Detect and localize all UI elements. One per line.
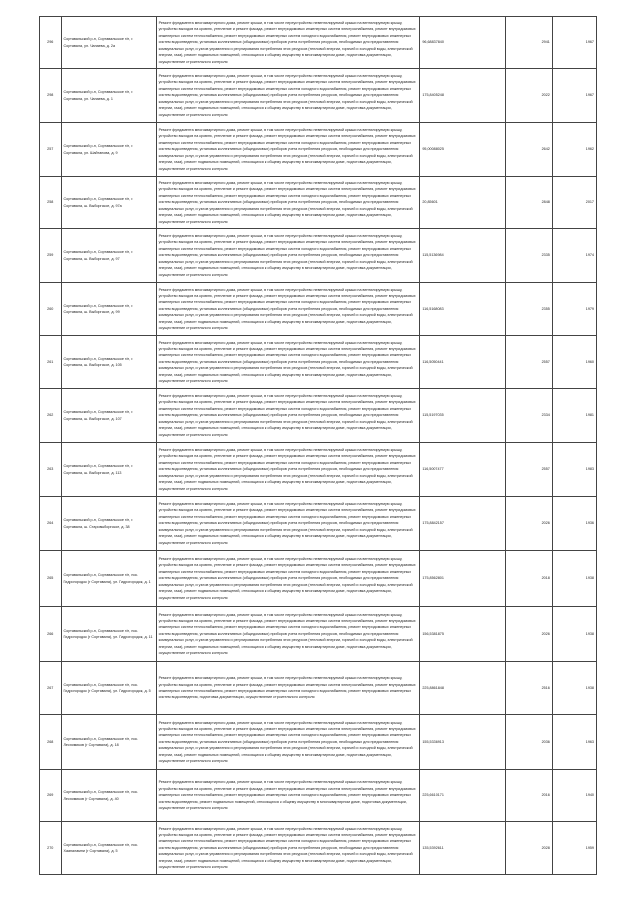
row-works-description: Ремонт фундамента многоквартирного дома, ремонт крыши, в том числе переустройство невентилируемой крыши на вентилируемую крышу, устройство выходов на кровлю, утепление и ремонт фасада, ремонт внутридомовых инженерных систем электроснабжения, ремонт внутридомовых инженерных систем теплоснабжения, ремонт внутридомовых инженерных систем холодного водоснабжения, ремонт внутридомовых инженерных систем водоотведения, установка коллективных (общедомовых) приборов учета потребления ресурсов, необходимых для предоставления коммунальных услуг, и узлов управления и регулирования потребления этих ресурсов (тепловой энергии, горячей и холодной воды, электрической энергии, газа), ремонт подвальных помещений, относящихся к общему имуществу в многоквартирном доме, подготовка документации, осуществление строительного контроля xyxy=(156,177,420,229)
row-year: 1960 xyxy=(552,336,596,389)
row-address: Сортавальский р-н, Сортавальское г/п, г. Сортавала, ул. Шайтанова, д. 9 xyxy=(61,123,156,177)
row-number: 269 xyxy=(40,770,62,822)
table-row xyxy=(40,662,597,715)
row-year: 1967 xyxy=(552,69,596,123)
row-year: 1974 xyxy=(552,229,596,283)
row-number: 296 xyxy=(40,17,62,69)
row-year: 1938 xyxy=(552,551,596,607)
row-cost-value: 116,5007477 xyxy=(420,443,506,497)
row-works-description: Ремонт фундамента многоквартирного дома, ремонт крыши, в том числе переустройство невентилируемой крыши на вентилируемую крышу, устройство выходов на кровлю, утепление и ремонт фасада, ремонт внутридомовых инженерных систем электроснабжения, ремонт внутридомовых инженерных систем теплоснабжения, ремонт внутридомовых инженерных систем холодного водоснабжения, ремонт внутридомовых инженерных систем водоотведения, установка коллективных (общедомовых) приборов учета потребления ресурсов, необходимых для предоставления коммунальных услуг, и узлов управления и регулирования потребления этих ресурсов (тепловой энергии, горячей и холодной воды, электрической энергии, газа), ремонт подвальных помещений, относящихся к общему имуществу в многоквартирном доме, подготовка документации, осуществление строительного контроля xyxy=(156,497,420,551)
row-works-description: Ремонт фундамента многоквартирного дома, ремонт крыши, в том числе переустройство невентилируемой крыши на вентилируемую крышу, устройство выходов на кровлю, утепление и ремонт фасада, ремонт внутридомовых инженерных систем электроснабжения, ремонт внутридомовых инженерных систем теплоснабжения, ремонт внутридомовых инженерных систем холодного водоснабжения, ремонт внутридомовых инженерных систем водоотведения, установка коллективных (общедомовых) приборов учета потребления ресурсов, необходимых для предоставления коммунальных услуг, и узлов управления и регулирования потребления этих ресурсов (тепловой энергии, горячей и холодной воды, электрической энергии, газа), ремонт подвальных помещений, относящихся к общему имуществу в многоквартирном доме, подготовка документации, осуществление строительного контроля xyxy=(156,69,420,123)
row-area: 2026 xyxy=(506,497,552,551)
table-row xyxy=(40,822,597,875)
table-row xyxy=(40,69,597,123)
row-area: 2016 xyxy=(506,770,552,822)
row-address: Сортавальский р-н, Сортавальское г/п, пос. Хаапалампи (г Сортавала), д. 5 xyxy=(61,822,156,875)
row-cost-value: 175,8562801 xyxy=(420,551,506,607)
table-row xyxy=(40,443,597,497)
row-address: Сортавальский р-н, Сортавальское г/п, пос. Гидрогородок (г Сортавала), ул. Гидрогородок, д. 5 xyxy=(61,662,156,715)
row-address: Сортавальский р-н, Сортавальское г/п, г. Сортавала, ш. Выборгское, д. 105 xyxy=(61,336,156,389)
row-cost-value: 95,00088025 xyxy=(420,123,506,177)
row-cost-value: 115,5197035 xyxy=(420,389,506,443)
row-number: 266 xyxy=(40,607,62,662)
row-address: Сортавальский р-н, Сортавальское г/п, г. Сортавала, ш. Выборгское, д. 97а xyxy=(61,177,156,229)
row-number: 264 xyxy=(40,497,62,551)
row-number: 262 xyxy=(40,389,62,443)
table-row xyxy=(40,123,597,177)
row-cost-value: 175,8842157 xyxy=(420,497,506,551)
row-address: Сортавальский р-н, Сортавальское г/п, г. Сортавала, ш. Выборгское, д. 99 xyxy=(61,283,156,336)
row-year: 1967 xyxy=(552,17,596,69)
row-address: Сортавальский р-н, Сортавальское г/п, пос. Лесхимиков (г Сортавала), д. 18 xyxy=(61,715,156,770)
row-area: 2334 xyxy=(506,389,552,443)
row-area: 2557 xyxy=(506,443,552,497)
row-year: 1940 xyxy=(552,770,596,822)
row-area: 2036 xyxy=(506,715,552,770)
row-area: 2355 xyxy=(506,283,552,336)
row-number: 259 xyxy=(40,229,62,283)
row-cost-value: 225,6610171 xyxy=(420,770,506,822)
row-works-description: Ремонт фундамента многоквартирного дома, ремонт крыши, в том числе переустройство невентилируемой крыши на вентилируемую крышу, устройство выходов на кровлю, утепление и ремонт фасада, ремонт внутридомовых инженерных систем электроснабжения, ремонт внутридомовых инженерных систем теплоснабжения, ремонт внутридомовых инженерных систем холодного водоснабжения, ремонт внутридомовых инженерных систем водоотведения, установка коллективных (общедомовых) приборов учета потребления ресурсов, необходимых для предоставления коммунальных услуг, и узлов управления и регулирования потребления этих ресурсов (тепловой энергии, горячей и холодной воды, электрической энергии, газа), ремонт подвальных помещений, относящихся к общему имуществу в многоквартирном доме, подготовка документации, осуществление строительного контроля xyxy=(156,607,420,662)
row-cost-value: 115,5136984 xyxy=(420,229,506,283)
table-row xyxy=(40,607,597,662)
row-year: 1981 xyxy=(552,389,596,443)
table-row xyxy=(40,715,597,770)
row-address: Сортавальский р-н, Сортавальское г/п, г. Сортавала, ш. Выборгское, д. 107 xyxy=(61,389,156,443)
row-number: 268 xyxy=(40,715,62,770)
row-works-description: Ремонт фундамента многоквартирного дома, ремонт крыши, в том числе переустройство невентилируемой крыши на вентилируемую крышу, устройство выходов на кровлю, утепление и ремонт фасада, ремонт внутридомовых инженерных систем электроснабжения, ремонт внутридомовых инженерных систем теплоснабжения, ремонт внутридомовых инженерных систем холодного водоснабжения, ремонт внутридомовых инженерных систем водоотведения, установка коллективных (общедомовых) приборов учета потребления ресурсов, необходимых для предоставления коммунальных услуг, и узлов управления и регулирования потребления этих ресурсов (тепловой энергии, горячей и холодной воды, электрической энергии, газа), ремонт подвальных помещений, относящихся к общему имуществу в многоквартирном доме, подготовка документации, осуществление строительного контроля xyxy=(156,551,420,607)
row-number: 261 xyxy=(40,336,62,389)
row-year: 1979 xyxy=(552,283,596,336)
row-year: 1938 xyxy=(552,607,596,662)
row-works-description: Ремонт фундамента многоквартирного дома, ремонт крыши, в том числе переустройство невентилируемой крыши на вентилируемую крышу, устройство выходов на кровлю, утепление и ремонт фасада, ремонт внутридомовых инженерных систем электроснабжения, ремонт внутридомовых инженерных систем теплоснабжения, ремонт внутридомовых инженерных систем холодного водоснабжения, ремонт внутридомовых инженерных систем водоотведения, установка коллективных (общедомовых) приборов учета потребления ресурсов, необходимых для предоставления коммунальных услуг, и узлов управления и регулирования потребления этих ресурсов (тепловой энергии, горячей и холодной воды, электрической энергии, газа), ремонт подвальных помещений, относящихся к общему имуществу в многоквартирном доме, подготовка документации, осуществление строительного контроля xyxy=(156,17,420,69)
row-address: Сортавальский р-н, Сортавальское г/п, пос. Гидрогородок (г Сортавала), ул. Гидрогородок, д. 11 xyxy=(61,607,156,662)
row-address: Сортавальский р-н, Сортавальское г/п, пос. Лесхимиков (г Сортавала), д. 40 xyxy=(61,770,156,822)
row-works-description: Ремонт фундамента многоквартирного дома, ремонт крыши, в том числе переустройство невентилируемой крыши на вентилируемую крышу, устройство выходов на кровлю, утепление и ремонт фасада, ремонт внутридомовых инженерных систем электроснабжения, ремонт внутридомовых инженерных систем теплоснабжения, ремонт внутридомовых инженерных систем холодного водоснабжения, ремонт внутридомовых инженерных систем водоотведения, установка коллективных (общедомовых) приборов учета потребления ресурсов, необходимых для предоставления коммунальных услуг, и узлов управления и регулирования потребления этих ресурсов (тепловой энергии, горячей и холодной воды, электрической энергии, газа), ремонт подвальных помещений, относящихся к общему имуществу в многоквартирном доме, подготовка документации, осуществление строительного контроля xyxy=(156,443,420,497)
row-works-description: Ремонт фундамента многоквартирного дома, ремонт крыши, в том числе переустройство невентилируемой крыши на вентилируемую крышу, устройство выходов на кровлю, утепление и ремонт фасада, ремонт внутридомовых инженерных систем электроснабжения, ремонт внутридомовых инженерных систем теплоснабжения, ремонт внутридомовых инженерных систем холодного водоснабжения, ремонт внутридомовых инженерных систем водоотведения, установка коллективных (общедомовых) приборов учета потребления ресурсов, необходимых для предоставления коммунальных услуг, и узлов управления и регулирования потребления этих ресурсов (тепловой энергии, горячей и холодной воды, электрической энергии, газа), ремонт подвальных помещений, относящихся к общему имуществу в многоквартирном доме, подготовка документации, осуществление строительного контроля xyxy=(156,822,420,875)
row-number: 257 xyxy=(40,123,62,177)
row-year: 1936 xyxy=(552,497,596,551)
row-cost-value: 155,5336913 xyxy=(420,715,506,770)
row-address: Сортавальский р-н, Сортавальское г/п, г. Сортавала, ул. Чапаева, д. 2а xyxy=(61,17,156,69)
row-number: 270 xyxy=(40,822,62,875)
row-number: 263 xyxy=(40,443,62,497)
row-cost-value: 225,8861848 xyxy=(420,662,506,715)
row-area: 2516 xyxy=(506,662,552,715)
row-area: 2028 xyxy=(506,822,552,875)
row-cost-value: 156,5381875 xyxy=(420,607,506,662)
row-works-description: Ремонт фундамента многоквартирного дома, ремонт крыши, в том числе переустройство невентилируемой крыши на вентилируемую крышу, устройство выходов на кровлю, утепление и ремонт фасада, ремонт внутридомовых инженерных систем электроснабжения, ремонт внутридомовых инженерных систем теплоснабжения, ремонт внутридомовых инженерных систем холодного водоснабжения, ремонт внутридомовых инженерных систем водоотведения, установка коллективных (общедомовых) приборов учета потребления ресурсов, необходимых для предоставления коммунальных услуг, и узлов управления и регулирования потребления этих ресурсов (тепловой энергии, горячей и холодной воды, электрической энергии, газа), ремонт подвальных помещений, относящихся к общему имуществу в многоквартирном доме, подготовка документации, осуществление строительного контроля xyxy=(156,229,420,283)
table-row xyxy=(40,389,597,443)
row-year: 1962 xyxy=(552,123,596,177)
row-number: 265 xyxy=(40,551,62,607)
row-area: 2848 xyxy=(506,177,552,229)
row-area: 2026 xyxy=(506,607,552,662)
row-area: 2335 xyxy=(506,229,552,283)
row-cost-value: 116,5050441 xyxy=(420,336,506,389)
row-area: 2557 xyxy=(506,336,552,389)
row-address: Сортавальский р-н, Сортавальское г/п, пос. Гидрогородок (г Сортавала), ул. Гидрогородок, д. 1 xyxy=(61,551,156,607)
row-address: Сортавальский р-н, Сортавальское г/п, г. Сортавала, ул. Чапаева, д. 1 xyxy=(61,69,156,123)
table-row xyxy=(40,770,597,822)
row-area: 2018 xyxy=(506,551,552,607)
row-works-description: Ремонт фундамента многоквартирного дома, ремонт крыши, в том числе переустройство невентилируемой крыши на вентилируемую крышу, устройство выходов на кровлю, утепление и ремонт фасада, ремонт внутридомовых инженерных систем электроснабжения, ремонт внутридомовых инженерных систем теплоснабжения, ремонт внутридомовых инженерных систем холодного водоснабжения, ремонт внутридомовых инженерных систем водоотведения, установка коллективных (общедомовых) приборов учета потребления ресурсов, необходимых для предоставления коммунальных услуг, и узлов управления и регулирования потребления этих ресурсов (тепловой энергии, горячей и холодной воды, электрической энергии, газа), ремонт подвальных помещений, относящихся к общему имуществу в многоквартирном доме, подготовка документации, осуществление строительного контроля xyxy=(156,389,420,443)
row-area: 2941 xyxy=(506,17,552,69)
row-address: Сортавальский р-н, Сортавальское г/п, г. Сортавала, ш. Выборгское, д. 97 xyxy=(61,229,156,283)
row-works-description: Ремонт фундамента многоквартирного дома, ремонт крыши, в том числе переустройство невентилируемой крыши на вентилируемую крышу, устройство выходов на кровлю, утепление и ремонт фасада, ремонт внутридомовых инженерных систем электроснабжения, ремонт внутридомовых инженерных систем теплоснабжения, ремонт внутридомовых инженерных систем холодного водоснабжения, ремонт внутридомовых инженерных систем водоотведения, установка коллективных (общедомовых) приборов учета потребления ресурсов, необходимых для предоставления коммунальных услуг, и узлов управления и регулирования потребления этих ресурсов (тепловой энергии, горячей и холодной воды, электрической энергии, газа), ремонт подвальных помещений, относящихся к общему имуществу в многоквартирном доме, подготовка документации, осуществление строительного контроля xyxy=(156,336,420,389)
table-row xyxy=(40,177,597,229)
row-area: 2642 xyxy=(506,123,552,177)
row-cost-value: 96,68837840 xyxy=(420,17,506,69)
row-year: 1963 xyxy=(552,715,596,770)
row-year: 1938 xyxy=(552,662,596,715)
table-row xyxy=(40,551,597,607)
row-cost-value: 135,5392611 xyxy=(420,822,506,875)
row-works-description: Ремонт фундамента многоквартирного дома, ремонт крыши, в том числе переустройство невентилируемой крыши на вентилируемую крышу, устройство выходов на кровлю, утепление и ремонт фасада, ремонт внутридомовых инженерных систем электроснабжения, ремонт внутридомовых инженерных систем теплоснабжения, ремонт внутридомовых инженерных систем холодного водоснабжения, ремонт внутридомовых инженерных систем водоотведения, установка коллективных (общедомовых) приборов учета потребления ресурсов, необходимых для предоставления коммунальных услуг, и узлов управления и регулирования потребления этих ресурсов (тепловой энергии, горячей и холодной воды, электрической энергии, газа), ремонт подвальных помещений, относящихся к общему имуществу в многоквартирном доме, подготовка документации, осуществление строительного контроля xyxy=(156,715,420,770)
row-address: Сортавальский р-н, Сортавальское г/п, г. Сортавала, ш. Старовыборгское, д. 38 xyxy=(61,497,156,551)
table-row xyxy=(40,17,597,69)
row-address: Сортавальский р-н, Сортавальское г/п, г. Сортавала, ш. Выборгское, д. 113 xyxy=(61,443,156,497)
capital-repair-table xyxy=(39,16,597,875)
row-year: 1983 xyxy=(552,443,596,497)
row-number: 260 xyxy=(40,283,62,336)
row-year: 1959 xyxy=(552,822,596,875)
table-row xyxy=(40,283,597,336)
row-number: 267 xyxy=(40,662,62,715)
row-year: 2017 xyxy=(552,177,596,229)
table-row xyxy=(40,497,597,551)
table-row xyxy=(40,336,597,389)
row-area: 2022 xyxy=(506,69,552,123)
table-row xyxy=(40,229,597,283)
row-works-description: Ремонт фундамента многоквартирного дома, ремонт крыши, в том числе переустройство невентилируемой крыши на вентилируемую крышу, устройство выходов на кровлю, утепление и ремонт фасада, ремонт внутридомовых инженерных систем электроснабжения, ремонт внутридомовых инженерных систем теплоснабжения, ремонт внутридомовых инженерных систем холодного водоснабжения, ремонт внутридомовых инженерных систем водоотведения, установка коллективных (общедомовых) приборов учета потребления ресурсов, необходимых для предоставления коммунальных услуг, и узлов управления и регулирования потребления этих ресурсов (тепловой энергии, горячей и холодной воды, электрической энергии, газа), ремонт подвальных помещений, относящихся к общему имуществу в многоквартирном доме, подготовка документации, осуществление строительного контроля xyxy=(156,123,420,177)
row-cost-value: 20,85601 xyxy=(420,177,506,229)
row-cost-value: 116,5168083 xyxy=(420,283,506,336)
row-cost-value: 175,8405248 xyxy=(420,69,506,123)
row-works-description: Ремонт фундамента многоквартирного дома, ремонт крыши, в том числе переустройство невентилируемой крыши на вентилируемую крышу, устройство выходов на кровлю, утепление и ремонт фасада, ремонт внутридомовых инженерных систем электроснабжения, ремонт внутридомовых инженерных систем теплоснабжения, ремонт внутридомовых инженерных систем холодного водоснабжения, ремонт внутридомовых инженерных систем водоотведения, установка коллективных (общедомовых) приборов учета потребления ресурсов, необходимых для предоставления коммунальных услуг, и узлов управления и регулирования потребления этих ресурсов (тепловой энергии, горячей и холодной воды, электрической энергии, газа), ремонт подвальных помещений, относящихся к общему имуществу в многоквартирном доме, подготовка документации, осуществление строительного контроля xyxy=(156,283,420,336)
row-number: 258 xyxy=(40,177,62,229)
row-number: 298 xyxy=(40,69,62,123)
row-works-description: Ремонт фундамента многоквартирного дома, ремонт крыши, в том числе переустройство невентилируемой крыши на вентилируемую крышу, устройство выходов на кровлю, утепление и ремонт фасада, ремонт внутридомовых инженерных систем электроснабжения, ремонт внутридомовых инженерных систем теплоснабжения, ремонт внутридомовых инженерных систем холодного водоснабжения, ремонт внутридомовых инженерных систем водоотведения, подготовка документации, осуществление строительного контроля xyxy=(156,662,420,715)
table-body xyxy=(40,17,597,875)
row-works-description: Ремонт фундамента многоквартирного дома, ремонт крыши, в том числе переустройство невентилируемой крыши на вентилируемую крышу, устройство выходов на кровлю, утепление и ремонт фасада, ремонт внутридомовых инженерных систем электроснабжения, ремонт внутридомовых инженерных систем теплоснабжения, ремонт внутридомовых инженерных систем холодного водоснабжения, ремонт внутридомовых инженерных систем водоотведения, ремонт подвальных помещений, относящихся к общему имуществу в многоквартирном доме, подготовка документации, осуществление строительного контроля xyxy=(156,770,420,822)
